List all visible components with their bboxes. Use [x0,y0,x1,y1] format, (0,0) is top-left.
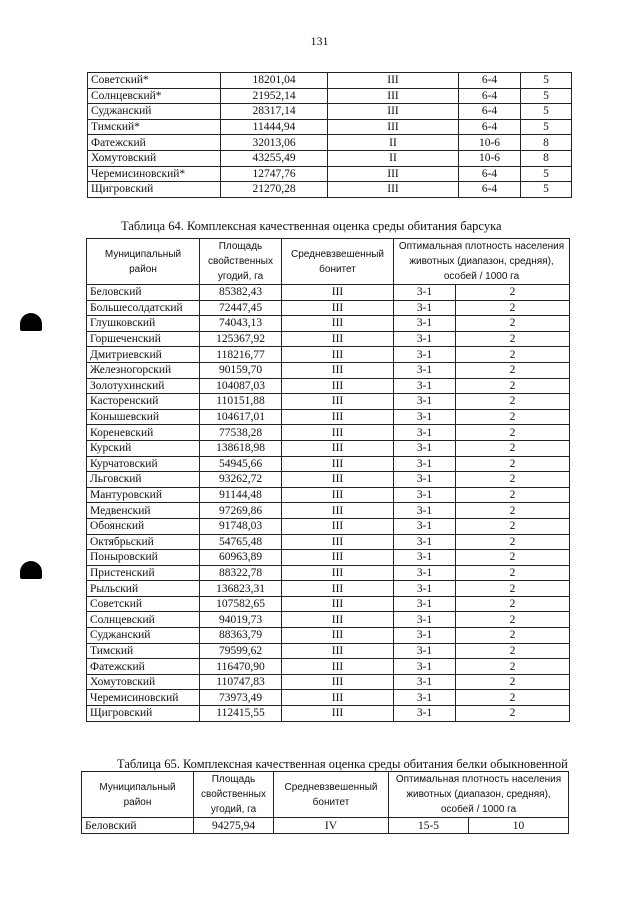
cell-district: Хомутовский [88,150,221,166]
cell-bonitet: III [282,518,394,534]
cell-bonitet: III [282,362,394,378]
cell-area: 91748,03 [200,518,282,534]
table-top-continuation [87,72,572,198]
table-row [87,612,570,628]
cell-bonitet: III [282,643,394,659]
table-row [87,394,570,410]
cell-area: 125367,92 [200,331,282,347]
header-density: Оптимальная плотность населения животных (диапазон, средняя), особей / 1000 га [394,239,570,285]
cell-density-mean: 2 [456,440,570,456]
cell-district: Льговский [87,472,200,488]
table-row [87,659,570,675]
cell-district: Обоянский [87,518,200,534]
cell-district: Черемисиновский* [88,166,221,182]
cell-district: Щигровский [87,706,200,722]
table-row [87,285,570,301]
cell-area: 11444,94 [221,119,328,135]
cell-area: 54945,66 [200,456,282,472]
cell-density-mean: 2 [456,472,570,488]
cell-district: Хомутовский [87,674,200,690]
cell-density-mean: 5 [521,104,572,120]
table-row [87,316,570,332]
cell-density-range: 6-4 [459,182,521,198]
cell-density-mean: 2 [456,362,570,378]
cell-district: Солнцевский* [88,88,221,104]
table-row [88,150,572,166]
cell-area: 43255,49 [221,150,328,166]
cell-area: 94019,73 [200,612,282,628]
cell-density-mean: 2 [456,612,570,628]
cell-district: Касторенский [87,394,200,410]
table-row [87,472,570,488]
table-row [87,690,570,706]
cell-area: 85382,43 [200,285,282,301]
cell-area: 91144,48 [200,487,282,503]
cell-district: Фатежский [87,659,200,675]
cell-area: 18201,04 [221,73,328,89]
cell-bonitet: III [282,456,394,472]
cell-density-mean: 2 [456,331,570,347]
table-row [87,706,570,722]
cell-density-range: 3-1 [394,440,456,456]
table64-body [87,285,570,722]
cell-density-range: 3-1 [394,362,456,378]
table-row [87,581,570,597]
cell-density-range: 3-1 [394,550,456,566]
cell-district: Курчатовский [87,456,200,472]
cell-district: Дмитриевский [87,347,200,363]
header-density: Оптимальная плотность населения животных (диапазон, средняя), особей / 1000 га [389,772,569,818]
table65-caption: Таблица 65. Комплексная качественная оценка среды обитания белки обыкновенной [117,757,568,771]
cell-density-mean: 2 [456,503,570,519]
cell-density-range: 3-1 [394,628,456,644]
cell-density-range: 15-5 [389,818,469,834]
header-district: Муниципальный район [87,239,200,285]
cell-density-range: 6-4 [459,104,521,120]
cell-bonitet: III [282,300,394,316]
cell-density-range: 3-1 [394,472,456,488]
cell-district: Суджанский [87,628,200,644]
cell-area: 93262,72 [200,472,282,488]
cell-density-range: 6-4 [459,166,521,182]
cell-bonitet: III [282,394,394,410]
table-row [87,628,570,644]
cell-density-mean: 2 [456,581,570,597]
cell-area: 21270,28 [221,182,328,198]
header-bonitet: Средневзвешенный бонитет [274,772,389,818]
cell-area: 94275,94 [194,818,274,834]
cell-density-range: 3-1 [394,581,456,597]
cell-density-range: 3-1 [394,565,456,581]
cell-bonitet: III [282,331,394,347]
cell-bonitet: III [282,674,394,690]
cell-bonitet: III [282,409,394,425]
table-row [88,104,572,120]
table-row [87,643,570,659]
cell-density-mean: 2 [456,378,570,394]
cell-bonitet: IV [274,818,389,834]
cell-density-mean: 2 [456,409,570,425]
punch-hole-mark [20,561,42,579]
cell-density-range: 3-1 [394,331,456,347]
cell-density-range: 3-1 [394,316,456,332]
cell-density-range: 3-1 [394,347,456,363]
cell-area: 90159,70 [200,362,282,378]
cell-bonitet: III [282,378,394,394]
cell-density-mean: 2 [456,425,570,441]
cell-density-mean: 2 [456,659,570,675]
cell-district: Октябрьский [87,534,200,550]
table-row [87,674,570,690]
table-row [87,503,570,519]
cell-district: Рыльский [87,581,200,597]
cell-district: Курский [87,440,200,456]
table-row [87,300,570,316]
cell-area: 118216,77 [200,347,282,363]
cell-area: 21952,14 [221,88,328,104]
cell-area: 136823,31 [200,581,282,597]
cell-density-range: 3-1 [394,518,456,534]
table-row [87,425,570,441]
table-row [88,119,572,135]
cell-area: 107582,65 [200,596,282,612]
cell-area: 32013,06 [221,135,328,151]
cell-density-range: 3-1 [394,409,456,425]
cell-district: Тимский* [88,119,221,135]
cell-density-range: 3-1 [394,285,456,301]
cell-district: Большесолдатский [87,300,200,316]
cell-district: Суджанский [88,104,221,120]
cell-bonitet: III [282,628,394,644]
cell-bonitet: III [282,347,394,363]
cell-bonitet: III [328,166,459,182]
table-row [87,409,570,425]
cell-district: Золотухинский [87,378,200,394]
cell-density-range: 3-1 [394,596,456,612]
cell-density-mean: 2 [456,316,570,332]
cell-bonitet: III [282,706,394,722]
cell-area: 110151,88 [200,394,282,410]
cell-density-mean: 2 [456,565,570,581]
cell-density-mean: 8 [521,135,572,151]
cell-district: Беловский [87,285,200,301]
cell-bonitet: III [328,182,459,198]
cell-density-mean: 5 [521,182,572,198]
cell-area: 54765,48 [200,534,282,550]
table65 [81,771,569,834]
cell-density-mean: 5 [521,119,572,135]
cell-density-range: 3-1 [394,674,456,690]
table-row [87,518,570,534]
cell-district: Горшеченский [87,331,200,347]
cell-district: Медвенский [87,503,200,519]
cell-density-range: 3-1 [394,487,456,503]
cell-area: 138618,98 [200,440,282,456]
cell-bonitet: III [282,285,394,301]
cell-density-range: 3-1 [394,706,456,722]
cell-area: 112415,55 [200,706,282,722]
cell-density-mean: 2 [456,596,570,612]
cell-area: 60963,89 [200,550,282,566]
cell-density-range: 6-4 [459,119,521,135]
cell-density-range: 10-6 [459,150,521,166]
cell-density-mean: 2 [456,347,570,363]
cell-bonitet: III [282,440,394,456]
table-row [88,166,572,182]
table-row [87,440,570,456]
cell-area: 73973,49 [200,690,282,706]
cell-district: Тимский [87,643,200,659]
page-number: 131 [310,34,329,48]
cell-density-range: 3-1 [394,534,456,550]
cell-area: 116470,90 [200,659,282,675]
table-row [87,331,570,347]
punch-hole-mark [20,313,42,331]
cell-density-range: 3-1 [394,394,456,410]
cell-bonitet: III [282,612,394,628]
cell-density-mean: 8 [521,150,572,166]
cell-district: Беловский [82,818,194,834]
cell-area: 97269,86 [200,503,282,519]
cell-area: 110747,83 [200,674,282,690]
cell-density-mean: 2 [456,628,570,644]
cell-bonitet: III [328,119,459,135]
cell-bonitet: II [328,135,459,151]
table-row [87,596,570,612]
table-row [82,818,569,834]
cell-area: 88322,78 [200,565,282,581]
cell-density-range: 3-1 [394,643,456,659]
cell-density-mean: 2 [456,643,570,659]
cell-density-range: 3-1 [394,425,456,441]
cell-district: Кореневский [87,425,200,441]
header-area: Площадь свойственных угодий, га [200,239,282,285]
cell-density-range: 10-6 [459,135,521,151]
table-row [87,534,570,550]
cell-density-mean: 2 [456,300,570,316]
cell-area: 88363,79 [200,628,282,644]
cell-density-range: 3-1 [394,378,456,394]
cell-district: Советский [87,596,200,612]
cell-district: Железногорский [87,362,200,378]
table-row [87,487,570,503]
cell-density-range: 3-1 [394,690,456,706]
table-row [88,135,572,151]
table65-body [82,818,569,834]
cell-bonitet: III [282,472,394,488]
cell-bonitet: III [282,565,394,581]
cell-density-mean: 2 [456,456,570,472]
table-row [87,456,570,472]
header-area: Площадь свойственных угодий, га [194,772,274,818]
table-top-body [88,73,572,198]
cell-bonitet: III [282,550,394,566]
cell-district: Мантуровский [87,487,200,503]
header-bonitet: Средневзвешенный бонитет [282,239,394,285]
table-row [87,550,570,566]
cell-density-range: 6-4 [459,88,521,104]
cell-area: 74043,13 [200,316,282,332]
cell-density-mean: 2 [456,285,570,301]
cell-density-range: 3-1 [394,300,456,316]
table-row [87,362,570,378]
cell-density-range: 3-1 [394,503,456,519]
cell-bonitet: III [282,690,394,706]
cell-bonitet: III [282,581,394,597]
cell-area: 104617,01 [200,409,282,425]
cell-density-mean: 2 [456,487,570,503]
cell-district: Поныровский [87,550,200,566]
table-row [87,347,570,363]
cell-area: 12747,76 [221,166,328,182]
cell-district: Фатежский [88,135,221,151]
cell-bonitet: III [282,534,394,550]
cell-bonitet: III [282,503,394,519]
cell-density-mean: 5 [521,166,572,182]
cell-bonitet: III [282,487,394,503]
cell-density-mean: 10 [469,818,569,834]
table-row [88,73,572,89]
cell-bonitet: III [328,73,459,89]
cell-density-range: 3-1 [394,456,456,472]
cell-density-mean: 2 [456,674,570,690]
cell-density-mean: 2 [456,534,570,550]
table-row [87,378,570,394]
cell-district: Солнцевский [87,612,200,628]
cell-area: 104087,03 [200,378,282,394]
cell-district: Конышевский [87,409,200,425]
cell-density-mean: 2 [456,550,570,566]
cell-bonitet: II [328,150,459,166]
cell-area: 77538,28 [200,425,282,441]
cell-district: Глушковский [87,316,200,332]
cell-density-mean: 2 [456,706,570,722]
cell-area: 79599,62 [200,643,282,659]
cell-bonitet: III [328,104,459,120]
cell-bonitet: III [282,316,394,332]
cell-district: Советский* [88,73,221,89]
cell-bonitet: III [282,596,394,612]
cell-density-mean: 2 [456,394,570,410]
table-row [88,88,572,104]
table64 [86,238,570,722]
cell-bonitet: III [328,88,459,104]
cell-area: 28317,14 [221,104,328,120]
cell-bonitet: III [282,659,394,675]
cell-density-range: 3-1 [394,659,456,675]
cell-district: Пристенский [87,565,200,581]
cell-area: 72447,45 [200,300,282,316]
cell-density-range: 6-4 [459,73,521,89]
cell-density-mean: 2 [456,690,570,706]
table-row [87,565,570,581]
table-row [88,182,572,198]
header-district: Муниципальный район [82,772,194,818]
table64-caption: Таблица 64. Комплексная качественная оценка среды обитания барсука [121,219,502,233]
cell-density-mean: 5 [521,88,572,104]
cell-density-range: 3-1 [394,612,456,628]
cell-bonitet: III [282,425,394,441]
cell-district: Щигровский [88,182,221,198]
cell-density-mean: 5 [521,73,572,89]
cell-density-mean: 2 [456,518,570,534]
cell-district: Черемисиновский [87,690,200,706]
